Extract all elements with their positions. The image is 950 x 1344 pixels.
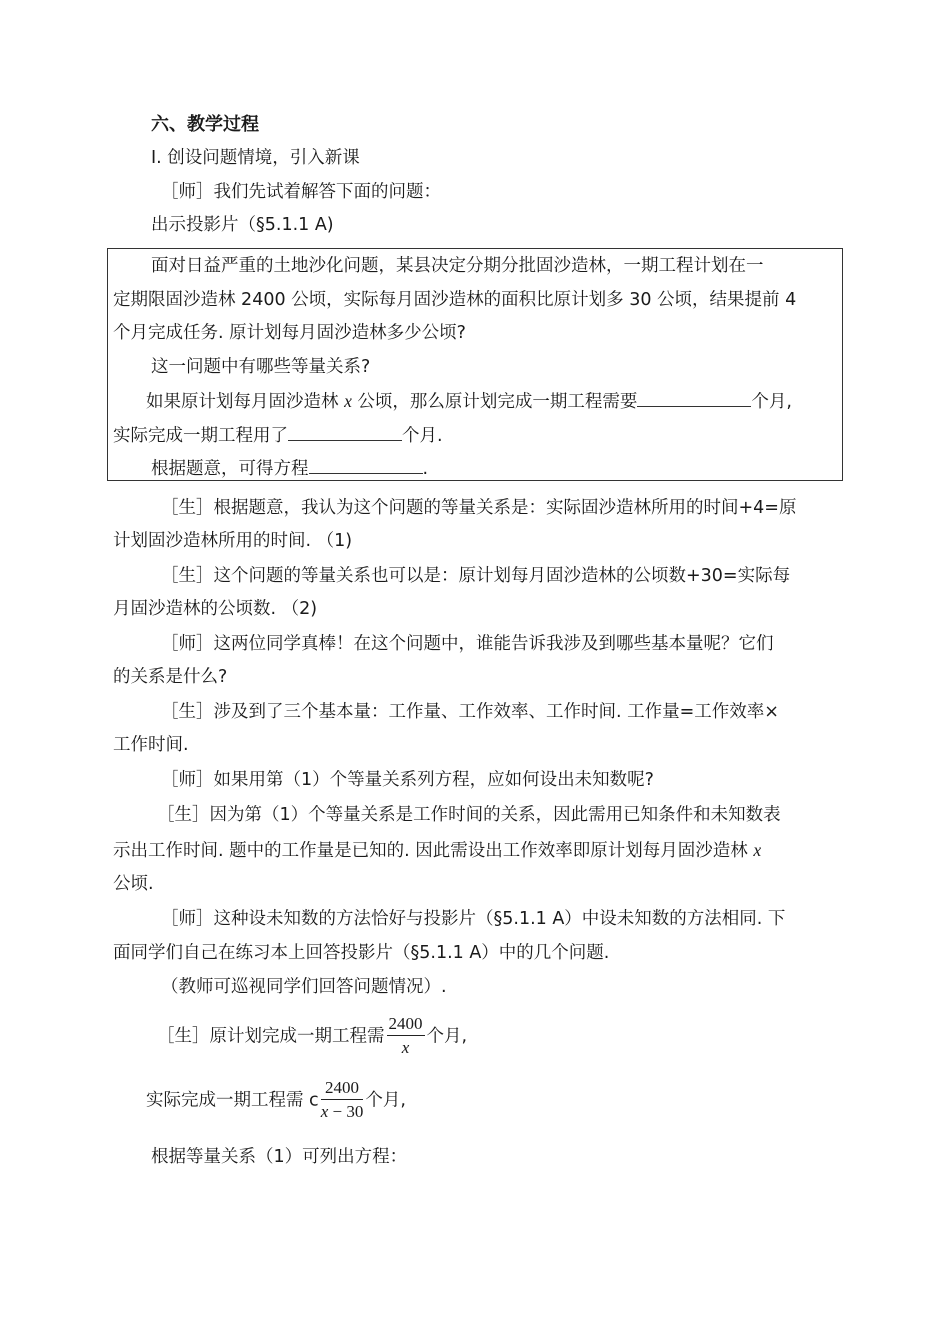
problem-line-3: 个月完成任务. 原计划每月固沙造林多少公顷?	[113, 323, 466, 343]
answer-blank-equation[interactable]	[309, 455, 423, 474]
fraction-actual	[321, 1077, 364, 1124]
slide-label: 出示投影片（§5.1.1 A)	[151, 215, 334, 235]
section-subheading: I. 创设问题情境，引入新课	[151, 148, 360, 168]
question-plan-time	[146, 388, 792, 414]
dialogue-9-end: 个月,	[426, 1026, 468, 1047]
answer-blank-plan-months[interactable]	[637, 388, 751, 407]
fraction-actual-numerator: 2400	[321, 1077, 364, 1100]
question-plan-time-end: 个月,	[751, 392, 792, 412]
dialogue-9	[157, 1013, 467, 1060]
teacher-intro: ［师］我们先试着解答下面的问题：	[161, 182, 441, 202]
dialogue-10	[146, 1077, 406, 1124]
question-actual-time	[113, 422, 443, 448]
dialogue-4-line-1: ［生］涉及到了三个基本量：工作量、工作效率、工作时间. 工作量=工作效率×	[161, 702, 779, 722]
question-actual-time-end: 个月.	[402, 426, 443, 446]
dialogue-7-line-2: 面同学们自己在练习本上回答投影片（§5.1.1 A）中的几个问题.	[113, 943, 610, 963]
question-equation-text: 根据题意，可得方程	[151, 459, 309, 479]
dialogue-3-line-1: ［师］这两位同学真棒！在这个问题中，谁能告诉我涉及到哪些基本量呢？它们	[161, 634, 774, 654]
question-plan-time-mid: 公顷，那么原计划完成一期工程需要	[351, 392, 638, 412]
dialogue-2-line-1: ［生］这个问题的等量关系也可以是：原计划每月固沙造林的公顷数+30=实际每	[161, 566, 791, 586]
dialogue-3-line-2: 的关系是什么?	[113, 667, 228, 687]
question-plan-time-text: 如果原计划每月固沙造林	[146, 392, 345, 412]
variable-x: x	[753, 840, 762, 860]
dialogue-4-line-2: 工作时间.	[113, 735, 189, 755]
dialogue-9-text: ［生］原计划完成一期工程需	[157, 1026, 385, 1047]
fraction-actual-rest: − 30	[328, 1102, 364, 1121]
dialogue-7-line-1: ［师］这种设未知数的方法恰好与投影片（§5.1.1 A）中设未知数的方法相同. 下	[161, 909, 786, 929]
dialogue-1-line-1: ［生］根据题意，我认为这个问题的等量关系是：实际固沙造林所用的时间+4=原	[161, 498, 797, 518]
question-equation-end: .	[422, 459, 429, 479]
question-equation	[151, 455, 428, 481]
dialogue-8: （教师可巡视同学们回答问题情况）.	[161, 977, 447, 997]
problem-line-1: 面对日益严重的土地沙化问题，某县决定分期分批固沙造林，一期工程计划在一	[151, 256, 764, 276]
problem-line-2: 定期限固沙造林 2400 公顷，实际每月固沙造林的面积比原计划多 30 公顷，结果提前 4	[113, 290, 797, 310]
dialogue-1-line-2: 计划固沙造林所用的时间. （1)	[113, 531, 353, 551]
dialogue-5: ［师］如果用第（1）个等量关系列方程，应如何设出未知数呢?	[161, 770, 654, 790]
fraction-plan	[387, 1013, 425, 1060]
fraction-actual-var: x	[320, 1102, 329, 1121]
fraction-plan-denominator: x	[401, 1038, 410, 1057]
question-relations: 这一问题中有哪些等量关系?	[151, 357, 371, 377]
fraction-actual-denominator	[321, 1100, 364, 1124]
dialogue-10-text: 实际完成一期工程需 c	[146, 1090, 319, 1111]
dialogue-6-line-2-text: 示出工作时间. 题中的工作量是已知的. 因此需设出工作效率即原计划每月固沙造林	[113, 841, 754, 861]
dialogue-10-end: 个月,	[365, 1090, 406, 1111]
answer-blank-actual-months[interactable]	[288, 422, 402, 441]
dialogue-2-line-2: 月固沙造林的公顷数. （2)	[113, 599, 318, 619]
dialogue-6-line-3: 公顷.	[113, 874, 154, 894]
fraction-plan-numerator: 2400	[387, 1013, 425, 1036]
question-actual-time-text: 实际完成一期工程用了	[113, 426, 288, 446]
dialogue-6-line-2	[113, 838, 761, 863]
dialogue-11: 根据等量关系（1）可列出方程：	[151, 1147, 408, 1167]
variable-x: x	[344, 391, 352, 411]
dialogue-6-line-1: ［生］因为第（1）个等量关系是工作时间的关系，因此需用已知条件和未知数表	[157, 805, 781, 825]
section-heading: 六、教学过程	[151, 114, 259, 135]
